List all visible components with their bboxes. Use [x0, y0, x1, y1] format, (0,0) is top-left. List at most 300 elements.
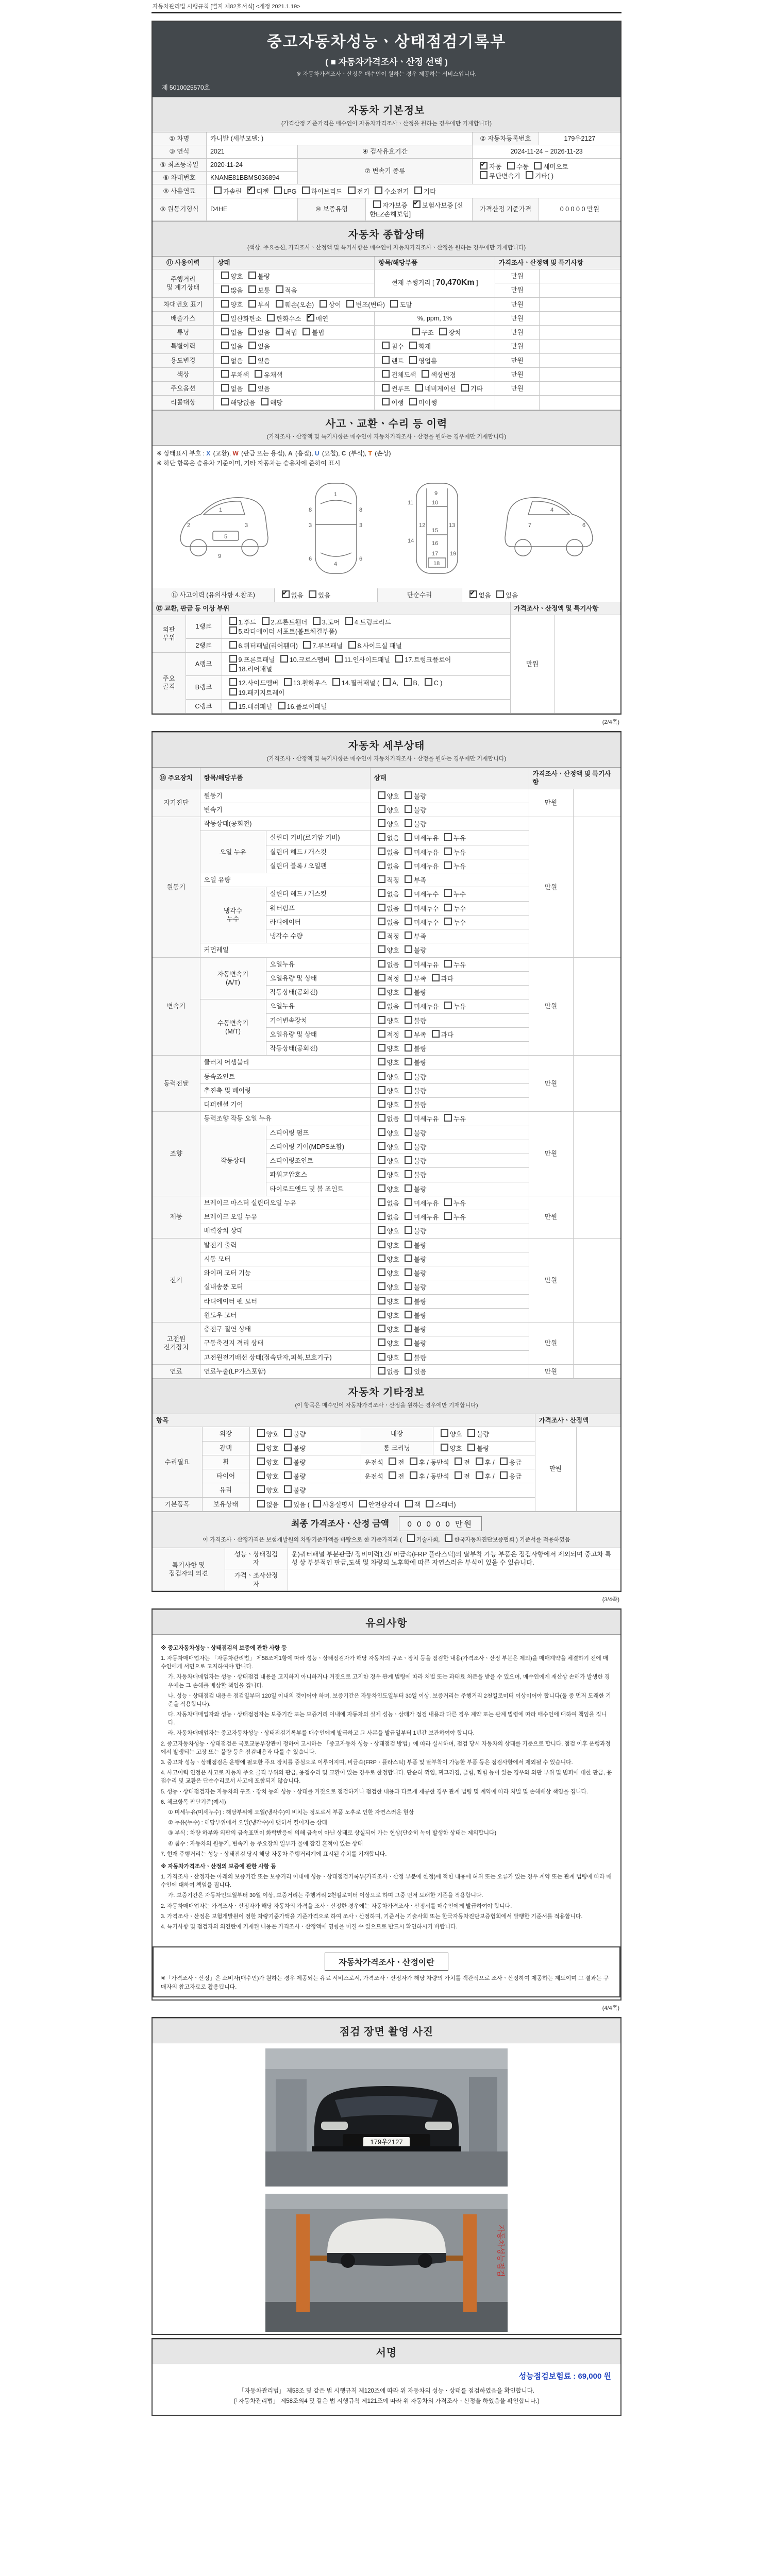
checkbox[interactable]	[248, 285, 256, 293]
checkbox[interactable]	[257, 1500, 265, 1507]
checkbox[interactable]	[405, 1338, 412, 1346]
checkbox[interactable]	[405, 1002, 412, 1009]
checkbox[interactable]	[405, 819, 412, 827]
checkbox[interactable]	[378, 1072, 385, 1080]
checkbox[interactable]	[261, 398, 268, 405]
checkbox[interactable]	[405, 1156, 412, 1164]
checkbox[interactable]	[444, 1198, 452, 1206]
checkbox[interactable]	[378, 805, 385, 813]
checkbox[interactable]	[359, 1500, 367, 1507]
checkbox[interactable]	[382, 384, 390, 392]
checkbox[interactable]	[278, 702, 285, 709]
checkbox[interactable]	[303, 641, 311, 649]
checkbox[interactable]	[409, 398, 417, 405]
checkbox[interactable]	[280, 655, 288, 663]
checkbox[interactable]	[378, 931, 385, 939]
cell: 렌트 영업용	[375, 353, 495, 367]
box-photos	[152, 2017, 621, 2335]
checkbox[interactable]	[405, 918, 412, 925]
cell: 특별이력	[153, 340, 214, 353]
checkbox[interactable]	[229, 702, 237, 709]
cell: 오일유량 및 상태	[266, 1027, 370, 1041]
checkbox[interactable]	[221, 342, 229, 349]
checkbox[interactable]	[405, 791, 412, 799]
checkbox[interactable]	[405, 1212, 412, 1220]
checkbox[interactable]	[432, 974, 440, 981]
cell: 제동	[153, 1196, 200, 1238]
cell: 만원	[529, 789, 573, 817]
checkbox[interactable]	[229, 617, 237, 625]
checkbox[interactable]	[378, 1086, 385, 1094]
svg-text:8: 8	[359, 506, 362, 513]
checkbox[interactable]	[378, 1002, 385, 1009]
cell: 2랭크	[186, 638, 222, 652]
cell: D4HE	[206, 198, 297, 221]
checkbox[interactable]	[257, 1458, 265, 1465]
checkbox[interactable]	[378, 875, 385, 883]
checkbox[interactable]	[378, 1016, 385, 1024]
checkbox[interactable]	[378, 1338, 385, 1346]
checkbox[interactable]	[348, 187, 356, 194]
cell: 9.프론트패널 10.크로스멤버 11.인사이드패널 17.트렁크플로어 18.리어패널	[222, 652, 510, 676]
checkbox[interactable]	[383, 678, 391, 686]
checkbox[interactable]	[303, 328, 310, 335]
checkbox[interactable]	[415, 384, 423, 392]
checkbox[interactable]	[378, 1255, 385, 1262]
cell: 만원	[495, 269, 540, 283]
notice-item: 7. 현재 주행거리는 성능ㆍ상태점검 당시 해당 자동차 주행거리계에 표시된 수치를 기재합니다.	[161, 1851, 387, 1857]
notice-item: ③ 부식 : 차량 하부와 외판의 금속표면이 화학반응에 의해 금속이 아닌 상태로 상실되어 가는 현상(단순히 녹이 발생한 상태는 제외합니다)	[168, 1830, 497, 1837]
checkbox[interactable]	[480, 171, 488, 179]
checkbox[interactable]	[444, 960, 452, 968]
checkbox[interactable]	[426, 1500, 433, 1507]
checkbox[interactable]	[405, 1198, 412, 1206]
svg-text:11: 11	[408, 499, 414, 506]
cell: 커먼레일	[200, 943, 370, 957]
checkbox-checked[interactable]	[247, 187, 255, 194]
checkbox[interactable]	[221, 272, 229, 279]
section-detail-title: 자동차 세부상태	[348, 740, 425, 752]
checkbox[interactable]	[221, 370, 229, 378]
checkbox[interactable]	[405, 1128, 412, 1136]
cell	[573, 1112, 620, 1196]
table-row	[153, 1196, 620, 1210]
section-accident-subtitle: (가격조사ㆍ산정액 및 특기사항은 매수인이 자동차가격조사ㆍ산정을 원하는 경우에만 기재합니다)	[266, 433, 507, 440]
checkbox[interactable]	[229, 664, 237, 672]
table-row	[153, 768, 620, 789]
checkbox[interactable]	[500, 1458, 508, 1465]
checkbox[interactable]	[348, 641, 356, 649]
cell: 휠	[202, 1455, 249, 1469]
section-misc-title: 자동차 기타정보	[348, 1387, 425, 1398]
checkbox[interactable]	[378, 1311, 385, 1318]
checkbox[interactable]	[378, 861, 385, 869]
checkbox[interactable]	[390, 300, 398, 308]
cell: 자가보증 ✔보험사보증 [신한EZ손해보험]	[366, 198, 473, 221]
checkbox-checked[interactable]	[307, 314, 314, 321]
cell: 오일누유	[266, 999, 370, 1013]
checkbox[interactable]	[405, 960, 412, 968]
checkbox[interactable]	[229, 688, 237, 696]
checkbox[interactable]	[284, 1485, 292, 1493]
checkbox[interactable]	[248, 356, 256, 364]
checkbox[interactable]	[405, 889, 412, 897]
checkbox[interactable]	[378, 848, 385, 855]
checkbox[interactable]	[405, 1142, 412, 1150]
checkbox[interactable]	[255, 370, 262, 378]
checkbox[interactable]	[221, 285, 229, 293]
checkbox[interactable]	[276, 328, 283, 335]
checkbox[interactable]	[378, 1100, 385, 1108]
cell: 없음 있음	[370, 1364, 529, 1378]
checkbox[interactable]	[405, 805, 412, 813]
checkbox[interactable]	[378, 1114, 385, 1122]
checkbox[interactable]	[412, 328, 420, 335]
cell	[540, 353, 620, 367]
inspection-photo-lift-wrap	[153, 2189, 620, 2334]
checkbox[interactable]	[378, 960, 385, 968]
symbol-X: X	[206, 449, 211, 457]
checkbox[interactable]	[229, 678, 237, 686]
checkbox[interactable]	[461, 384, 469, 392]
cell: ✔자동 수동 세미오토 무단변속기 기타( )	[473, 158, 620, 184]
checkbox[interactable]	[378, 1325, 385, 1332]
checkbox[interactable]	[378, 1241, 385, 1248]
checkbox[interactable]	[476, 1458, 483, 1465]
checkbox[interactable]	[248, 300, 256, 308]
checkbox[interactable]	[444, 848, 452, 855]
checkbox[interactable]	[378, 1367, 385, 1375]
notice-item: 다. 자동차매매업자와 성능ㆍ상태점검자는 보증기간 또는 보증거리 이내에 자동차의 실제 성능ㆍ상태가 점검 내용과 다른 경우 계약 또는 관계 법령에 따라 매수인에 대하여 책임을 집니다.	[168, 1711, 607, 1726]
checkbox[interactable]	[405, 974, 412, 981]
cell: 스티어링 펌프	[266, 1126, 370, 1140]
checkbox[interactable]	[221, 356, 229, 364]
checkbox[interactable]	[284, 1500, 292, 1507]
checkbox[interactable]	[432, 1030, 440, 1038]
checkbox[interactable]	[248, 342, 256, 349]
cell: 상태	[370, 768, 529, 789]
cell: 전기	[153, 1238, 200, 1323]
checkbox[interactable]	[395, 655, 403, 663]
checkbox[interactable]	[313, 617, 321, 625]
section-summary-title: 자동차 종합상태	[348, 229, 425, 241]
checkbox[interactable]	[455, 1471, 462, 1479]
checkbox[interactable]	[405, 1184, 412, 1192]
cell: 스티어링조인트	[266, 1154, 370, 1168]
checkbox[interactable]	[444, 918, 452, 925]
cell: 양호 불량	[370, 1154, 529, 1168]
svg-text:15: 15	[432, 527, 439, 534]
checkbox[interactable]	[378, 1226, 385, 1234]
cell: 없음 미세누유 누유	[370, 1112, 529, 1126]
final-price-label: 최종 가격조사ㆍ산정 금액	[291, 1518, 390, 1529]
checkbox[interactable]	[405, 1268, 412, 1276]
checkbox[interactable]	[378, 1184, 385, 1192]
checkbox[interactable]	[284, 1429, 292, 1437]
checkbox[interactable]	[410, 1458, 417, 1465]
checkbox[interactable]	[467, 1429, 475, 1437]
cell: 실내송풍 모터	[200, 1280, 370, 1294]
checkbox[interactable]	[378, 1353, 385, 1361]
checkbox[interactable]	[320, 300, 327, 308]
checkbox[interactable]	[248, 384, 256, 392]
cell: 윈도우 모터	[200, 1308, 370, 1322]
checkbox[interactable]	[346, 300, 354, 308]
notice-item: 가. 자동차매매업자는 성능ㆍ상태점검 내용을 고지하지 아니하거나 거짓으로 고지한 경우 관계 법령에 따라 처벌 또는 과태료 처분을 받을 수 있으며, 매수인에게 재산상 손해가 발생한 경우에는 그 손해를 배상할 책임을 집니다.	[168, 1674, 610, 1689]
checkbox[interactable]	[248, 272, 256, 279]
checkbox[interactable]	[284, 1444, 292, 1451]
checkbox[interactable]	[373, 200, 381, 208]
page-marker-2: (3/4쪽)	[602, 1596, 619, 1603]
cell: 고전원전기배선 상태(접속단자,피복,보호기구)	[200, 1350, 370, 1364]
checkbox[interactable]	[214, 187, 222, 194]
checkbox-checked[interactable]	[480, 162, 488, 170]
checkbox[interactable]	[378, 1212, 385, 1220]
checkbox[interactable]	[439, 328, 447, 335]
cell	[540, 382, 620, 396]
cell: 타이어	[202, 1469, 249, 1483]
cell: 자기진단	[153, 789, 200, 817]
cell: 양호 불량	[370, 1280, 529, 1294]
notice-item: 5. 성능ㆍ상태점검자는 자동차의 구조ㆍ장치 등의 성능ㆍ상태를 거짓으로 점검하거나 점검한 내용과 다르게 제공한 경우 관계 법령 및 계약에 따라 처벌 및 손해배상 책임을 집니다.	[161, 1788, 588, 1795]
checkbox[interactable]	[405, 861, 412, 869]
checkbox[interactable]	[221, 398, 229, 405]
checkbox[interactable]	[405, 1500, 413, 1507]
checkbox[interactable]	[378, 974, 385, 981]
checkbox[interactable]	[309, 590, 316, 598]
checkbox[interactable]	[405, 1297, 412, 1304]
cell: 추진축 및 베어링	[200, 1083, 370, 1097]
checkbox[interactable]	[276, 285, 283, 293]
checkbox[interactable]	[405, 875, 412, 883]
checkbox[interactable]	[526, 171, 533, 179]
cell: 일산화탄소 탄화수소 ✔매연	[214, 311, 375, 325]
cell: 만원	[529, 1364, 573, 1378]
checkbox[interactable]	[389, 1471, 396, 1479]
checkbox[interactable]	[476, 1471, 483, 1479]
checkbox[interactable]	[274, 187, 282, 194]
checkbox[interactable]	[378, 791, 385, 799]
cell: 만원	[495, 367, 540, 381]
checkbox[interactable]	[405, 1325, 412, 1332]
checkbox[interactable]	[407, 1534, 415, 1542]
checkbox[interactable]	[378, 1142, 385, 1150]
checkbox[interactable]	[507, 162, 515, 170]
checkbox[interactable]	[444, 1002, 452, 1009]
checkbox[interactable]	[500, 1471, 508, 1479]
checkbox[interactable]	[405, 1030, 412, 1038]
checkbox[interactable]	[378, 988, 385, 995]
cell: ⑤ 최초등록일	[153, 158, 206, 171]
checkbox-checked[interactable]	[413, 200, 421, 208]
checkbox[interactable]	[284, 678, 292, 686]
cell: 원동기	[153, 817, 200, 958]
checkbox-checked[interactable]	[469, 590, 477, 598]
cell: A랭크	[186, 652, 222, 676]
checkbox[interactable]	[467, 1444, 475, 1451]
cell: 양호 불량	[370, 1126, 529, 1140]
checkbox[interactable]	[405, 945, 412, 953]
checkbox[interactable]	[378, 1156, 385, 1164]
cell	[573, 1364, 620, 1378]
checkbox[interactable]	[444, 1114, 452, 1122]
checkbox[interactable]	[410, 1471, 417, 1479]
checkbox[interactable]	[378, 918, 385, 925]
checkbox[interactable]	[409, 356, 417, 364]
checkbox[interactable]	[409, 342, 417, 349]
checkbox[interactable]	[284, 1471, 292, 1479]
checkbox[interactable]	[257, 1471, 265, 1479]
checkbox[interactable]	[378, 1044, 385, 1052]
checkbox[interactable]	[335, 655, 343, 663]
checkbox[interactable]	[221, 300, 229, 308]
checkbox[interactable]	[444, 889, 452, 897]
checkbox[interactable]	[405, 988, 412, 995]
checkbox[interactable]	[405, 848, 412, 855]
section-basic-title: 자동차 기본정보	[348, 105, 425, 116]
checkbox[interactable]	[405, 1100, 412, 1108]
cell: 없음 미세누유 누유	[370, 831, 529, 845]
svg-text:12: 12	[419, 522, 426, 529]
checkbox[interactable]	[221, 314, 229, 321]
checkbox[interactable]	[267, 314, 275, 321]
document-sheet	[152, 0, 621, 2416]
checkbox[interactable]	[262, 617, 270, 625]
svg-text:17: 17	[432, 550, 439, 557]
cell: 양호 불량	[433, 1441, 535, 1455]
cell	[573, 817, 620, 958]
checkbox[interactable]	[229, 626, 237, 634]
table-row	[153, 158, 620, 171]
cell: 없음 있음	[214, 340, 375, 353]
checkbox[interactable]	[332, 678, 340, 686]
checkbox[interactable]	[378, 1198, 385, 1206]
cell	[573, 1056, 620, 1112]
checkbox[interactable]	[221, 328, 229, 335]
cell: 가격조사ㆍ산정액 및 특기사항	[495, 257, 620, 269]
checkbox[interactable]	[445, 1534, 452, 1542]
checkbox[interactable]	[378, 1030, 385, 1038]
svg-text:3: 3	[245, 522, 248, 529]
checkbox[interactable]	[389, 1458, 396, 1465]
cell: 만원	[529, 1056, 573, 1112]
svg-text:4: 4	[550, 506, 553, 513]
checkbox[interactable]	[257, 1485, 265, 1493]
checkbox[interactable]	[382, 370, 390, 378]
sign-content	[153, 2364, 620, 2415]
cell: 오일 유량	[200, 873, 370, 887]
cell: 0 0 0 0 0 만원	[539, 198, 620, 221]
checkbox[interactable]	[534, 162, 542, 170]
checkbox[interactable]	[382, 356, 390, 364]
checkbox[interactable]	[441, 1429, 448, 1437]
notice-item: 1. 가격조사ㆍ산정자는 아래의 보증기간 또는 보증거리 이내에 성능ㆍ상태점검기록부(가격조사ㆍ산정 부분에 한정)에 적힌 내용에 허위 또는 오류가 있는 경우 계약 또는 관계 법령에 따라 매수인에 대하여 책임을 집니다.	[161, 1874, 612, 1889]
checkbox[interactable]	[405, 1353, 412, 1361]
checkbox[interactable]	[414, 187, 422, 194]
notice-item: 2. 자동차매매업자는 가격조사ㆍ산정자가 해당 자동차의 가격을 조사ㆍ산정한 경우에는 자동차가격조사ㆍ산정서를 매수인에게 발급하여야 합니다.	[161, 1903, 512, 1909]
checkbox[interactable]	[405, 1241, 412, 1248]
cell: 만원	[529, 957, 573, 1056]
checkbox[interactable]	[382, 398, 390, 405]
checkbox[interactable]	[444, 904, 452, 911]
checkbox[interactable]	[257, 1429, 265, 1437]
checkbox[interactable]	[229, 641, 237, 649]
checkbox[interactable]	[382, 342, 390, 349]
checkbox[interactable]	[405, 1114, 412, 1122]
checkbox-checked[interactable]	[282, 590, 290, 598]
checkbox[interactable]	[425, 678, 432, 686]
document-header	[153, 22, 620, 97]
checkbox[interactable]	[302, 187, 310, 194]
checkbox[interactable]	[257, 1444, 265, 1451]
checkbox[interactable]	[455, 1458, 462, 1465]
checkbox[interactable]	[229, 655, 237, 663]
checkbox[interactable]	[405, 1072, 412, 1080]
checkbox[interactable]	[405, 1367, 412, 1375]
cell: 양호 불량	[249, 1441, 361, 1455]
checkbox[interactable]	[248, 328, 256, 335]
checkbox[interactable]	[284, 1458, 292, 1465]
checkbox[interactable]	[378, 945, 385, 953]
notice-item: ① 미세누유(미세누수) : 해당부위에 오일(냉각수)이 비치는 정도로서 부품 노후로 인한 자연스러운 현상	[168, 1809, 414, 1816]
form-meta-line: 자동차관리법 시행규칙 [별지 제82호서식] <개정 2021.1.19>	[153, 4, 300, 10]
checkbox[interactable]	[345, 617, 353, 625]
checkbox[interactable]	[422, 370, 429, 378]
checkbox[interactable]	[378, 1058, 385, 1065]
checkbox[interactable]	[378, 1170, 385, 1178]
checkbox[interactable]	[378, 904, 385, 911]
checkbox[interactable]	[405, 1044, 412, 1052]
checkbox[interactable]	[405, 1311, 412, 1318]
checkbox[interactable]	[444, 861, 452, 869]
checkbox[interactable]	[405, 1170, 412, 1178]
checkbox[interactable]	[378, 1297, 385, 1304]
checkbox[interactable]	[221, 384, 229, 392]
checkbox[interactable]	[378, 889, 385, 897]
checkbox[interactable]	[441, 1444, 448, 1451]
checkbox[interactable]	[375, 187, 382, 194]
checkbox[interactable]	[378, 1268, 385, 1276]
checkbox[interactable]	[405, 1058, 412, 1065]
checkbox[interactable]	[405, 931, 412, 939]
cell: 양호 불량	[370, 1238, 529, 1252]
cell: 양호 불량	[370, 1042, 529, 1056]
checkbox[interactable]	[405, 1016, 412, 1024]
state-symbol-note: ※ 하단 항목은 승용차 기준이며, 기타 자동차는 승용차에 준하여 표시	[157, 459, 341, 467]
checkbox[interactable]	[405, 833, 412, 841]
checkbox[interactable]	[378, 819, 385, 827]
checkbox[interactable]	[405, 1226, 412, 1234]
checkbox[interactable]	[444, 1212, 452, 1220]
cell: 특기사항 및 점검자의 의견	[153, 1548, 225, 1591]
cell: ⑬ 교환, 판금 등 이상 부위	[153, 602, 510, 615]
checkbox[interactable]	[405, 1282, 412, 1290]
checkbox[interactable]	[313, 1500, 321, 1507]
checkbox[interactable]	[405, 1255, 412, 1262]
checkbox[interactable]	[276, 300, 283, 308]
section-summary-subtitle: (색상, 주요옵션, 가격조사ㆍ산정액 및 특기사항은 매수인이 자동차가격조사ㆍ산정을 원하는 경우에만 기재합니다)	[247, 244, 526, 251]
checkbox[interactable]	[378, 833, 385, 841]
checkbox[interactable]	[405, 904, 412, 911]
checkbox[interactable]	[405, 1086, 412, 1094]
checkbox[interactable]	[404, 678, 412, 686]
checkbox[interactable]	[444, 833, 452, 841]
svg-text:18: 18	[433, 560, 440, 567]
checkbox[interactable]	[378, 1282, 385, 1290]
checkbox[interactable]	[496, 590, 504, 598]
cell: 오일누유	[266, 957, 370, 971]
checkbox[interactable]	[378, 1128, 385, 1136]
